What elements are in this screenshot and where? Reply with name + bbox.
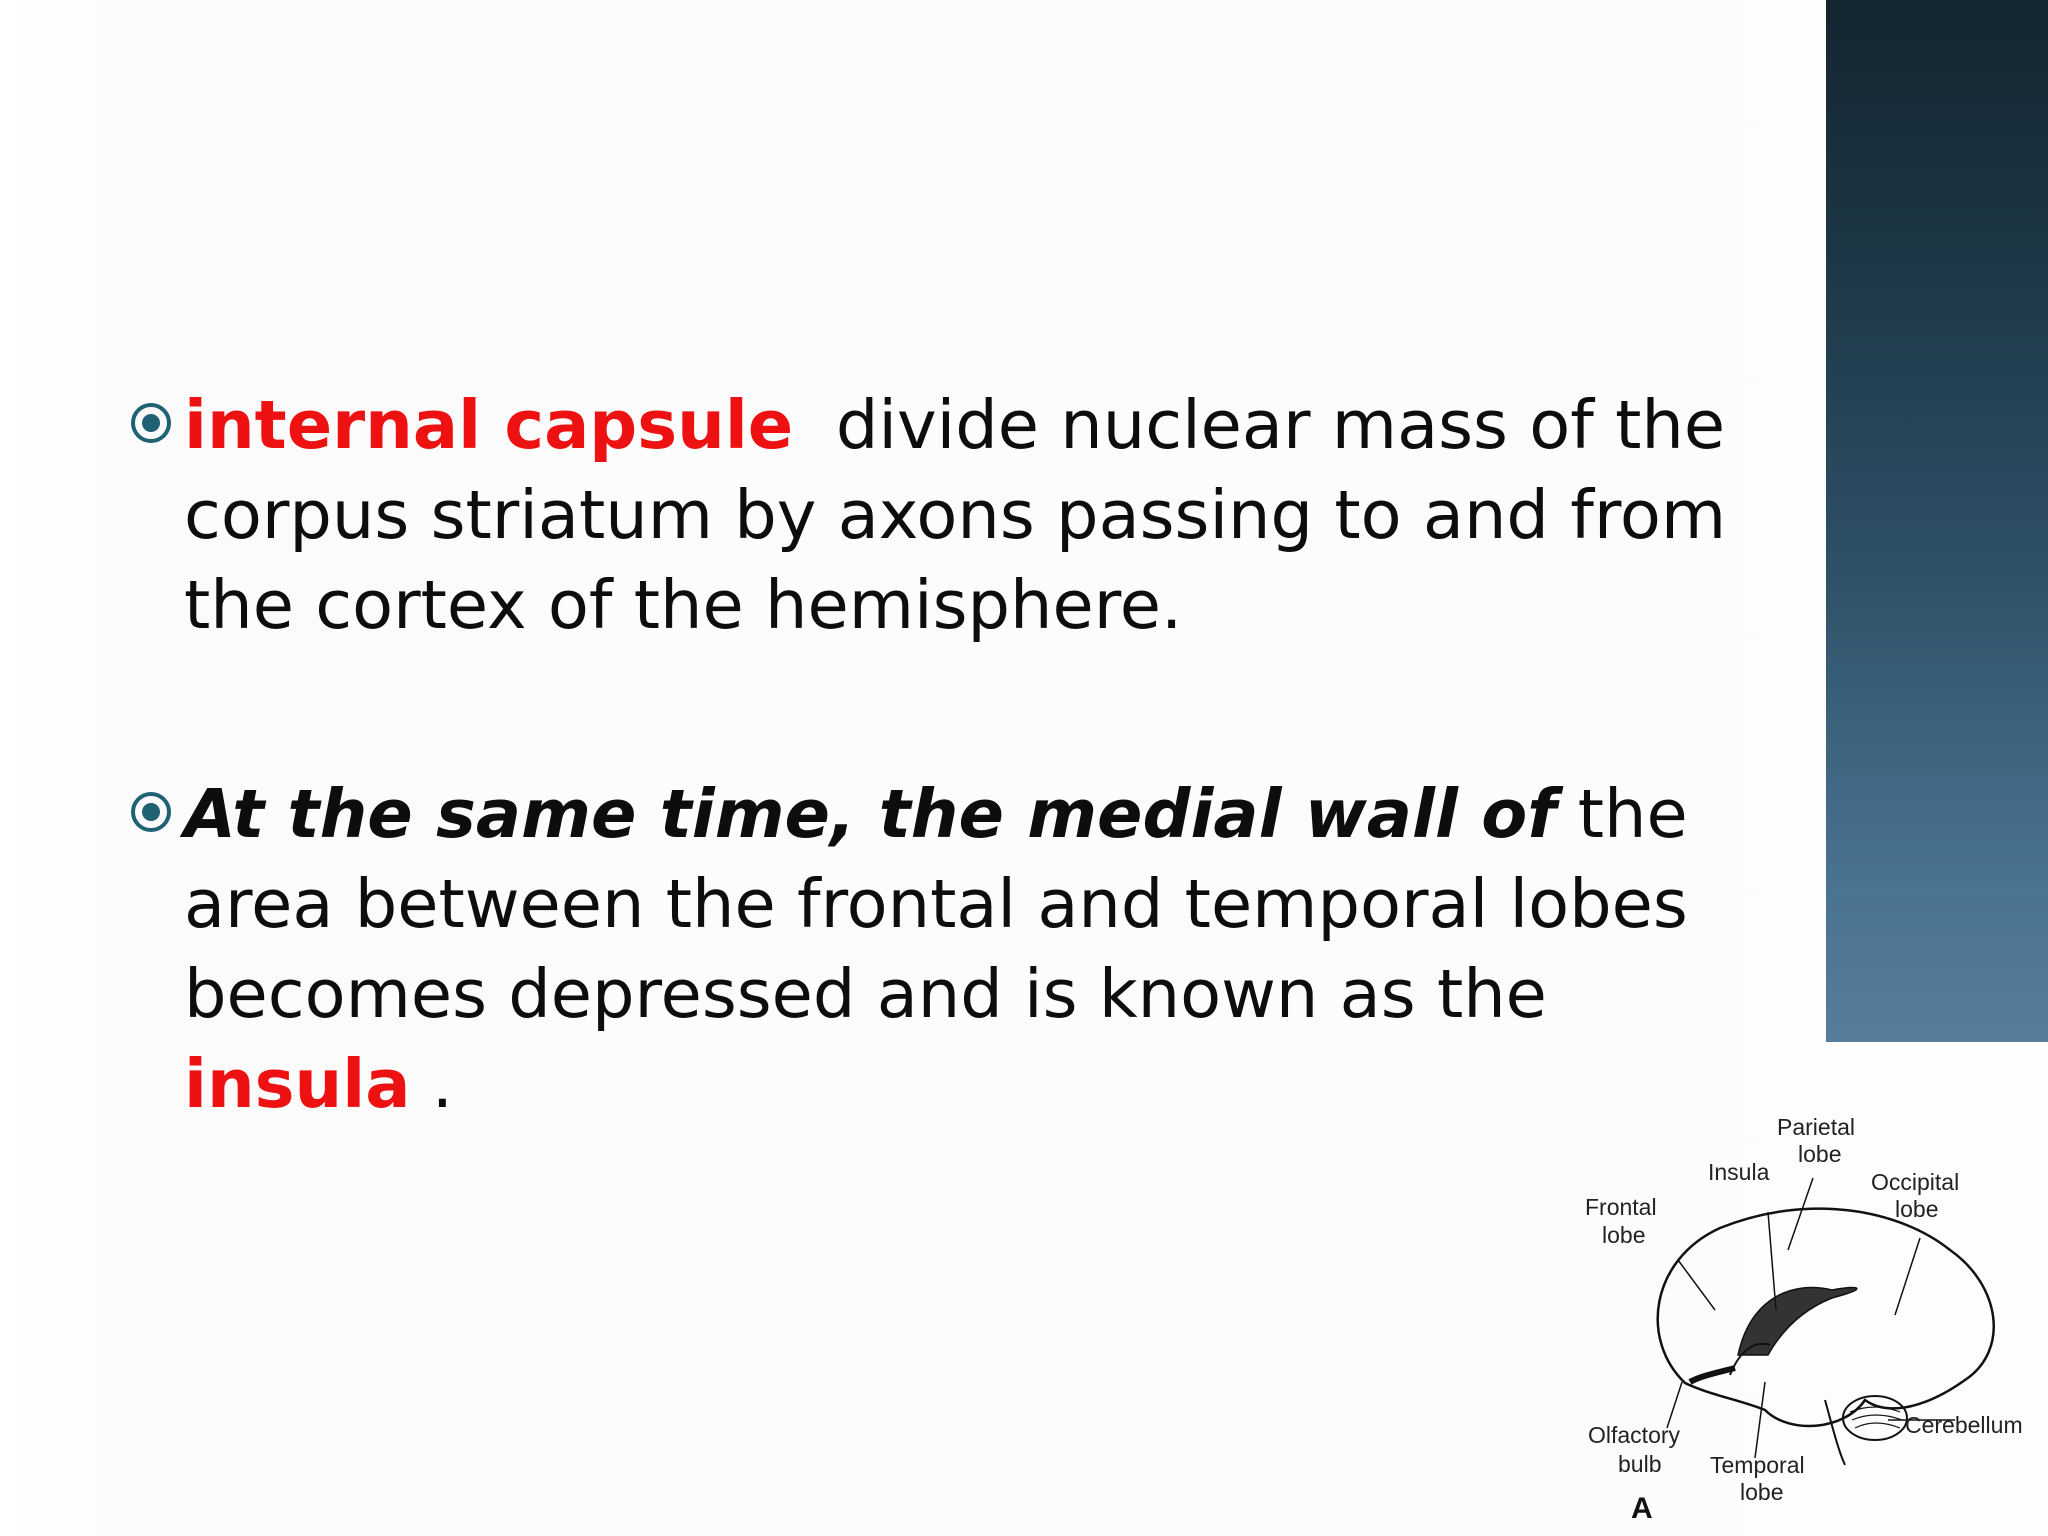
label-frontal: lobe xyxy=(1602,1222,1646,1248)
label-occipital: lobe xyxy=(1895,1196,1939,1222)
bullet-text: the area between the frontal and temporal lobes becomes depressed and is known as the xyxy=(184,775,1688,1033)
bullet-insula xyxy=(130,769,1730,1129)
bullet-internal-capsule xyxy=(130,380,1748,650)
label-olfactory: Olfactory xyxy=(1588,1422,1681,1448)
label-insula: Insula xyxy=(1708,1159,1770,1185)
circled-dot-bullet-icon xyxy=(130,791,172,833)
slide-content xyxy=(130,380,1748,1129)
figure-letter: A xyxy=(1631,1492,1653,1525)
circled-dot-bullet-icon xyxy=(130,402,172,444)
label-frontal: Frontal xyxy=(1585,1194,1657,1220)
olfactory-bulb xyxy=(1690,1368,1735,1382)
cerebellum-shape xyxy=(1843,1396,1907,1440)
term-internal-capsule: internal capsule xyxy=(184,386,794,464)
brain-lobes-diagram xyxy=(1570,1100,2048,1536)
label-temporal: lobe xyxy=(1740,1479,1784,1505)
label-occipital: Occipital xyxy=(1871,1169,1960,1195)
label-parietal: lobe xyxy=(1798,1141,1842,1167)
emphasis-text: At the same time, the medial wall of xyxy=(184,775,1557,853)
bullet-text-end: . xyxy=(410,1045,454,1123)
label-cerebellum: Cerebellum xyxy=(1905,1412,2023,1438)
label-parietal: Parietal xyxy=(1777,1114,1855,1140)
decorative-side-panel xyxy=(1826,0,2048,1042)
label-olfactory: bulb xyxy=(1618,1451,1662,1477)
label-temporal: Temporal xyxy=(1710,1452,1805,1478)
brainstem xyxy=(1825,1400,1845,1465)
term-insula: insula xyxy=(184,1045,411,1123)
cerebrum-outline xyxy=(1658,1209,1994,1426)
bullet-text: divide nuclear mass of the corpus striatum by axons passing to and from the cortex of the hemisphere. xyxy=(184,386,1748,644)
